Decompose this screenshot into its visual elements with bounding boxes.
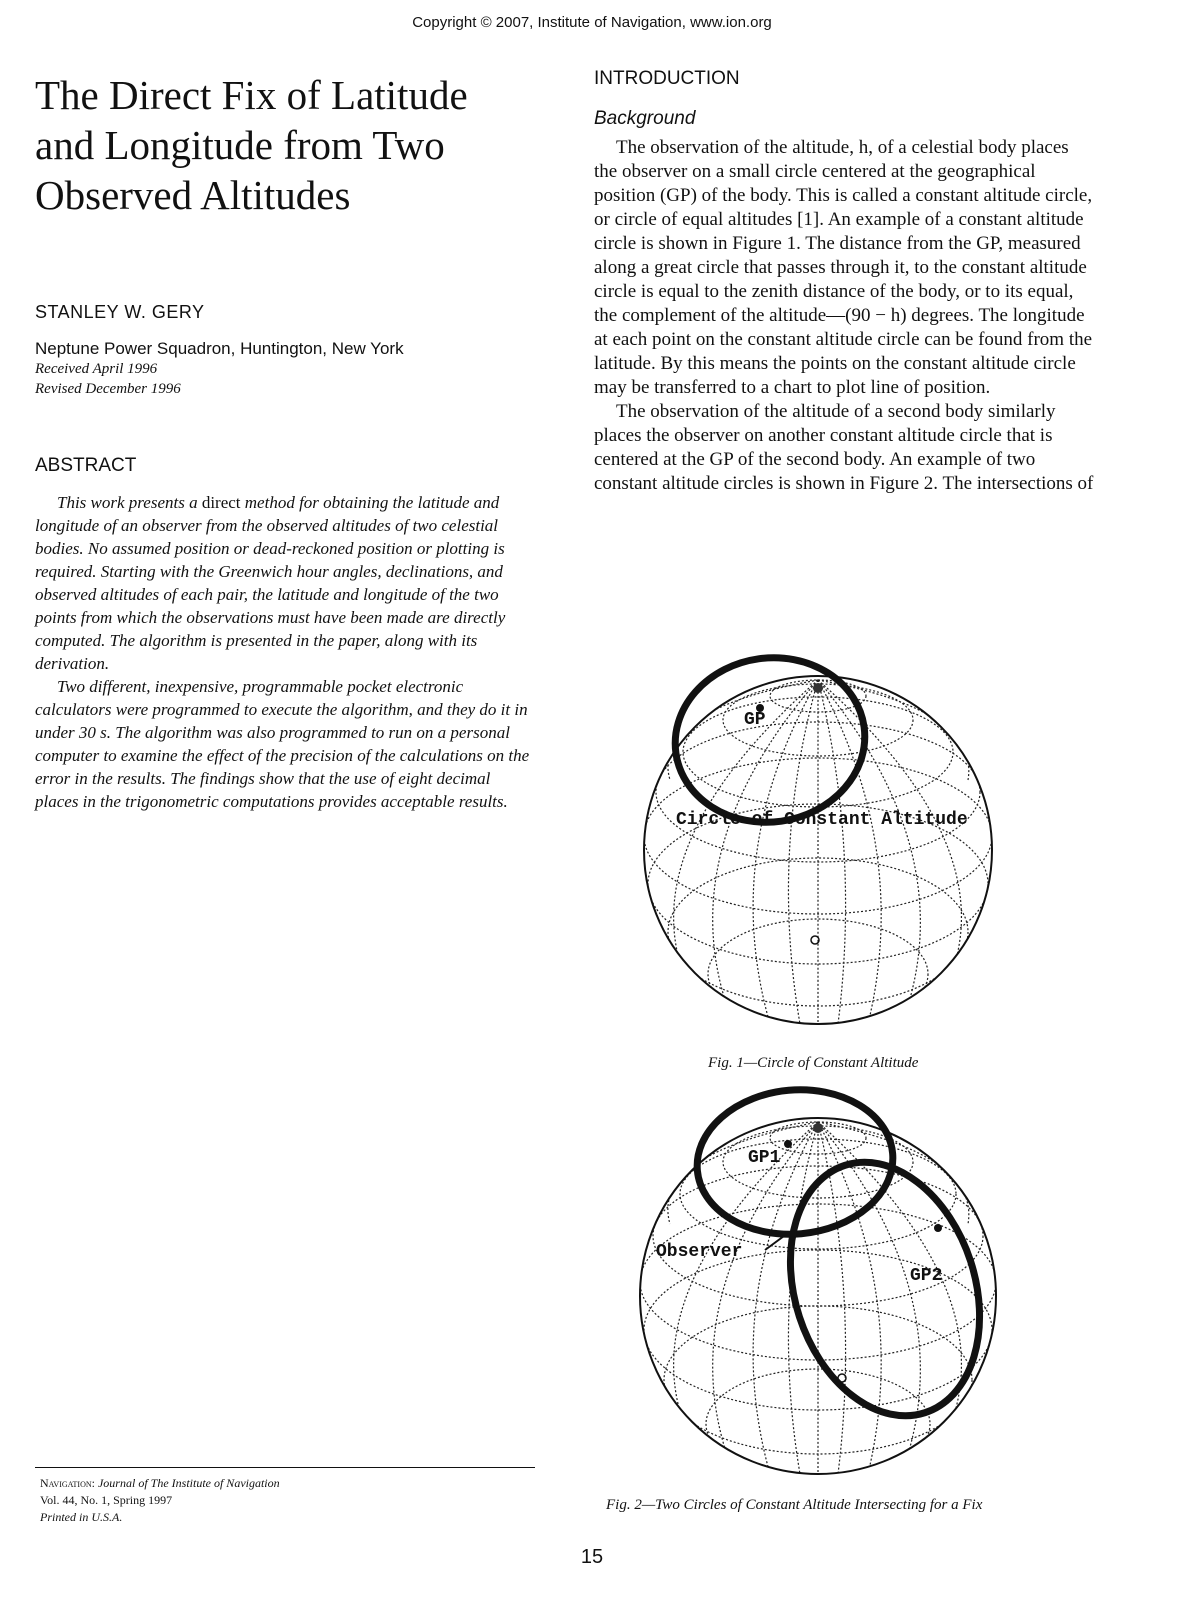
circle-label: Circle of Constant Altitude: [676, 810, 968, 830]
figure-2: [610, 1084, 1110, 1504]
abstract-p1-rest: method for obtaining the latitude and longitude of an observer from the observed altitudes of two celestial bodies. No assumed position or dead-reckoned position or plotting is required. Starting with the Greenwich hour angles, declinations, and observed altitudes of each pair, the latitude and longitude of the two points from which the observations must have been made are directly computed. The algorithm is presented in the paper, along with its derivation.: [35, 493, 506, 673]
pole-marker-1: [813, 683, 823, 693]
left-column: [35, 70, 535, 813]
journal-volume: Vol. 44, No. 1, Spring 1997: [40, 1493, 173, 1507]
journal-line: Navigation: Journal of The Institute of Navigation: [40, 1476, 280, 1490]
intro-paragraph-1: The observation of the altitude, h, of a celestial body places the observer on a small circle centered at the geographical position (GP) of the body. This is called a constant altitude circle, or circle of equal altitudes [1]. An example of a constant altitude circle is shown in Figure 1. The distance from the GP, measured along a great circle that passes through it, to the constant altitude circle is equal to the zenith distance of the body, or to its equal, the complement of the altitude—(90 − h) degrees. The longitude at each point on the constant altitude circle can be found from the latitude. By this means the points on the constant altitude circle may be transferred to a chart to plot line of position.: [594, 137, 1093, 398]
pole-marker-2: [813, 1123, 823, 1133]
background-subheading: Background: [594, 108, 696, 129]
observer-label: Observer: [656, 1242, 743, 1262]
gp-label: GP: [744, 710, 766, 730]
globe-1-grid: [644, 680, 992, 1029]
intro-paragraph-2: The observation of the altitude of a second body similarly places the observer on another constant altitude circle that is centered at the GP of the second body. An example of two constant altitude circles is shown in Figure 2. The intersections of: [594, 401, 1094, 494]
gp2-marker: [934, 1224, 942, 1232]
globe-figure-2: [610, 1084, 1110, 1504]
figure-1: [610, 640, 1110, 1055]
journal-subtitle: Journal of The Institute of Navigation: [97, 1476, 280, 1490]
revised-date: Revised December 1996: [35, 381, 181, 397]
observer-arrow: [765, 1236, 784, 1250]
page-number: 15: [580, 1546, 604, 1568]
introduction-body: [594, 136, 1094, 496]
abstract-p1-start: This work presents a: [57, 493, 202, 512]
copyright-notice: Copyright © 2007, Institute of Navigation, www.ion.org: [412, 14, 772, 31]
footer-divider: [35, 1467, 535, 1468]
observer-marker-2: [838, 1374, 846, 1382]
gp1-label: GP1: [748, 1148, 781, 1168]
figure-1-caption: Fig. 1—Circle of Constant Altitude: [708, 1055, 919, 1071]
globe-2-grid: [640, 1122, 996, 1479]
received-date: Received April 1996: [35, 361, 158, 377]
printed-note: Printed in U.S.A.: [40, 1510, 123, 1524]
journal-footer: [40, 1475, 280, 1526]
introduction-heading: INTRODUCTION: [594, 68, 740, 89]
gp1-marker: [784, 1140, 792, 1148]
author-name: STANLEY W. GERY: [35, 302, 205, 322]
journal-name: Navigation: [40, 1476, 92, 1490]
abstract-paragraph-1: [35, 491, 535, 675]
article-title: The Direct Fix of Latitude and Longitude from Two Observed Altitudes: [35, 72, 468, 218]
abstract-emphasis-direct: direct: [201, 493, 241, 512]
abstract-heading: ABSTRACT: [35, 455, 137, 476]
author-affiliation: Neptune Power Squadron, Huntington, New York: [35, 339, 404, 358]
right-column: [594, 68, 1094, 496]
abstract-paragraph-2: Two different, inexpensive, programmable pocket electronic calculators were programmed to execute the algorithm, and they do it in under 30 s. The algorithm was also programmed to run on a personal computer to examine the effect of the precision of the calculations on the error in the results. The findings show that the use of eight decimal places in the trigonometric computations provides acceptable results.: [35, 677, 530, 811]
abstract-body: [35, 491, 535, 813]
globe-figure-1: [610, 640, 1110, 1055]
gp2-label: GP2: [910, 1266, 943, 1286]
figure-2-caption: Fig. 2—Two Circles of Constant Altitude Intersecting for a Fix: [606, 1497, 983, 1513]
